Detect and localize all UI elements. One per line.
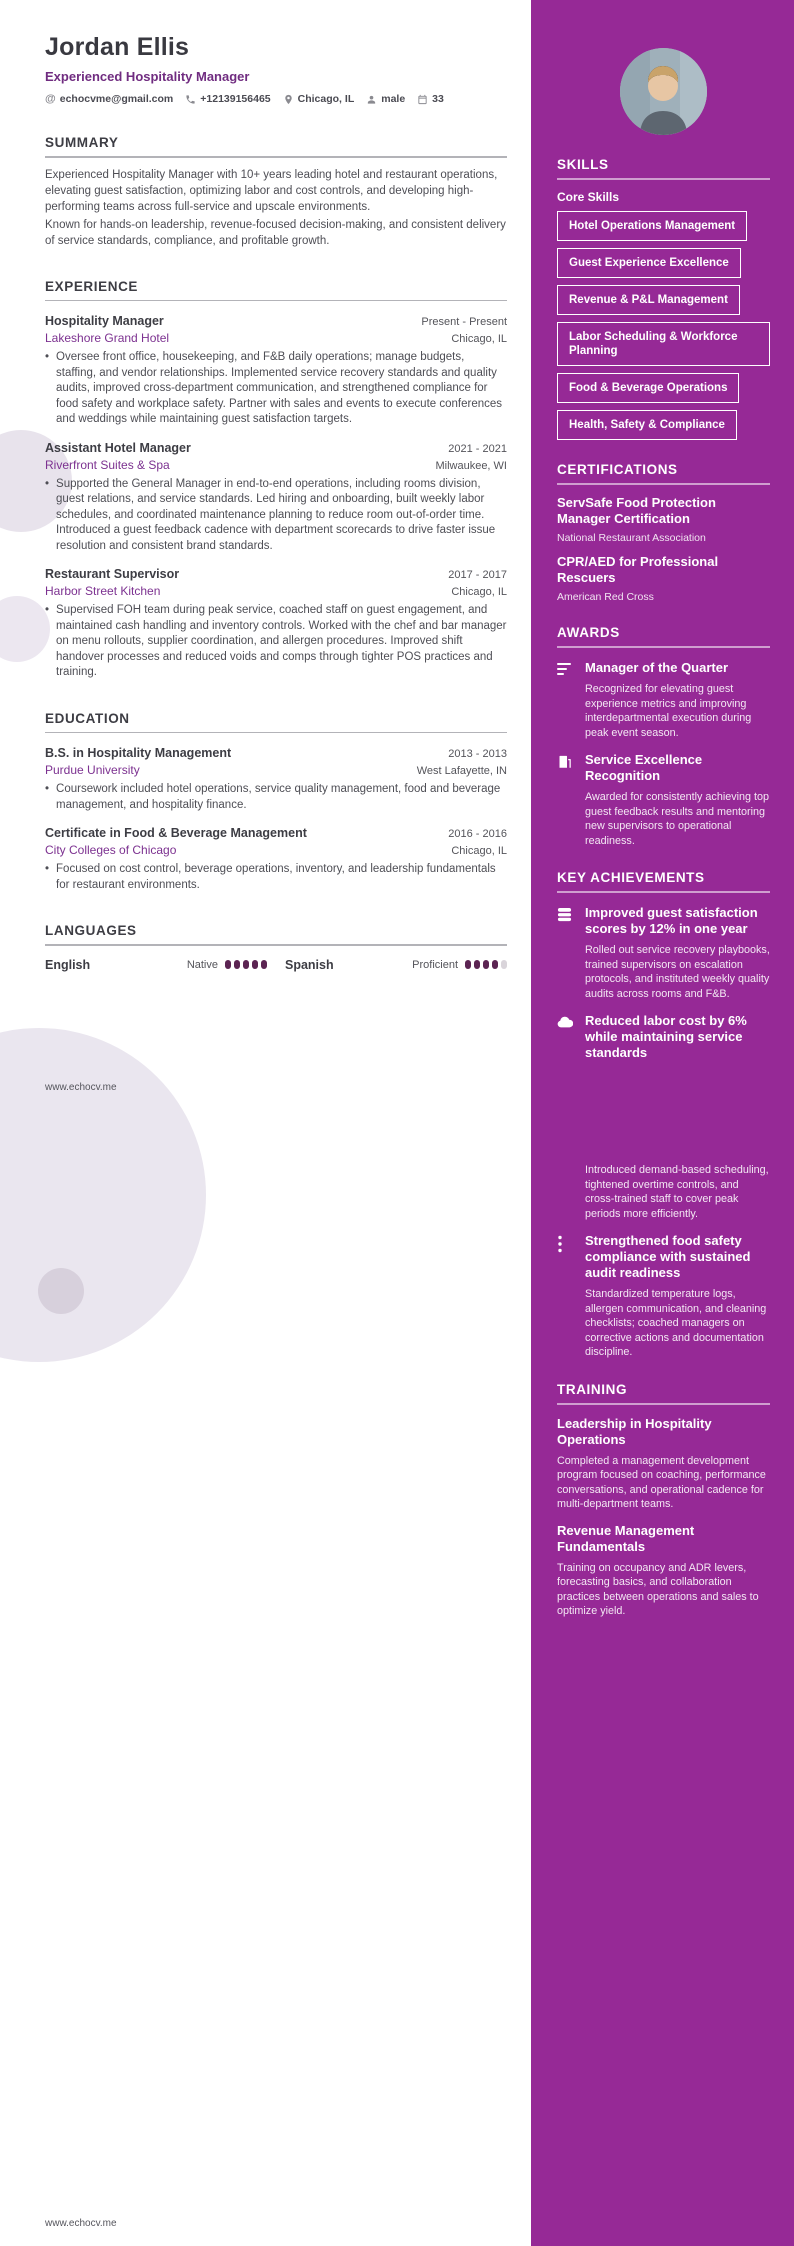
achievement-description: Standardized temperature logs, allergen communication, and cleaning checklists; coached managers on corrective actions and documentation discipline. (585, 1288, 767, 1358)
person-icon (366, 94, 377, 105)
bullet-marker: • (45, 477, 50, 490)
section-divider (557, 891, 770, 893)
decorative-circle (0, 1028, 206, 1362)
certifications-section (557, 462, 770, 603)
skill-tag: Hotel Operations Management (557, 211, 747, 241)
contact-gender: male (366, 93, 405, 105)
certification-title: CPR/AED for Professional Rescuers (557, 554, 719, 585)
achievement-item (557, 1233, 770, 1360)
section-divider (45, 944, 507, 946)
bullet-marker: • (45, 351, 50, 363)
contact-location: Chicago, IL (283, 93, 355, 105)
education-entry (45, 826, 507, 893)
training-description: Completed a management development program focused on coaching, performance conversations, and operational cadence for multi-department teams. (557, 1454, 766, 1510)
dots-icon (557, 1235, 563, 1253)
achievement-title: Reduced labor cost by 6% while maintaining service standards (585, 1013, 747, 1060)
skills-section (557, 157, 770, 440)
summary-section (45, 135, 507, 249)
award-item (557, 660, 770, 740)
award-title: Service Excellence Recognition (585, 752, 703, 783)
summary-paragraph: Experienced Hospitality Manager with 10+ years leading hotel and restaurant operations, elevating guest satisfaction, optimizing labor and cost controls, and developing high-performing teams across full-service and upscale environments. (45, 168, 498, 213)
certification-item (557, 554, 770, 603)
skill-tag: Revenue & P&L Management (557, 285, 740, 315)
certification-item (557, 495, 770, 544)
job-location: Chicago, IL (451, 586, 507, 598)
summary-heading: SUMMARY (45, 135, 119, 150)
awards-heading: AWARDS (557, 625, 620, 640)
job-dates: 2017 - 2017 (448, 569, 507, 581)
training-section (557, 1382, 770, 1619)
job-dates: Present - Present (421, 316, 507, 328)
footer-website-link[interactable]: www.echocv.me (45, 1082, 117, 1093)
section-divider (557, 646, 770, 648)
languages-heading: LANGUAGES (45, 923, 137, 938)
skill-tag: Labor Scheduling & Workforce Planning (557, 322, 770, 366)
training-item (557, 1523, 770, 1619)
job-company: Harbor Street Kitchen (45, 584, 161, 598)
school-location: Chicago, IL (451, 845, 507, 857)
contact-email[interactable]: @ echocvme@gmail.com (45, 93, 174, 105)
sidebar (531, 0, 794, 2246)
skills-heading: SKILLS (557, 157, 609, 172)
footer-website-link[interactable]: www.echocv.me (45, 2218, 117, 2229)
language-level: Native (186, 958, 218, 971)
job-bullet: Oversee front office, housekeeping, and F&B daily operations; manage budgets, staffing, and vendor relationships. Implemented service recovery standards and quality audits, improved cross-department communication, and strengthened compliance for food safety and workplace safety. Partner with sales and events to execute conferences and weddings while maintaining guest satisfaction targets. (56, 351, 503, 425)
training-heading: TRAINING (557, 1381, 628, 1397)
section-divider (557, 178, 770, 180)
job-title: Hospitality Manager (45, 314, 164, 328)
portrait-placeholder (620, 48, 707, 135)
languages-section (45, 923, 507, 972)
bullet-marker: • (45, 863, 50, 875)
training-description: Training on occupancy and ADR levers, forecasting basics, and collaboration practices between operations and sales to optimize yield. (557, 1561, 759, 1617)
language-proficiency-dots (225, 960, 267, 969)
bullet-marker: • (45, 604, 50, 616)
language-name: English (45, 957, 91, 972)
training-item (557, 1416, 770, 1512)
cloud-icon (557, 1016, 573, 1028)
achievement-title: Strengthened food safety compliance with sustained audit readiness (585, 1233, 751, 1280)
candidate-title: Experienced Hospitality Manager (45, 69, 250, 84)
section-divider (45, 156, 507, 158)
language-name: Spanish (285, 957, 334, 972)
education-entry (45, 746, 507, 813)
job-location: Chicago, IL (451, 333, 507, 345)
job-bullet: Supervised FOH team during peak service, coached staff on guest engagement, and maintained cash handling and inventory controls. Worked with the chef and bar manager on menu rollouts, supplier coordination, and allergen procedures. Improved shift handover processes and reduced voids and comps through tighter POS practices and training. (56, 604, 507, 678)
page-break-gap (585, 1061, 770, 1157)
language-proficiency-dots (465, 960, 507, 969)
skill-tag: Health, Safety & Compliance (557, 410, 737, 440)
skill-tag: Guest Experience Excellence (557, 248, 741, 278)
award-title: Manager of the Quarter (585, 660, 729, 675)
job-company: Riverfront Suites & Spa (45, 457, 170, 472)
experience-section (45, 279, 507, 681)
job-location: Milwaukee, WI (435, 459, 507, 472)
at-icon: @ (45, 93, 56, 105)
key-achievements-heading: KEY ACHIEVEMENTS (557, 870, 705, 885)
profile-photo (620, 48, 707, 135)
achievement-item (557, 905, 770, 1001)
achievement-description: Rolled out service recovery playbooks, trained supervisors on escalation protocols, and instituted weekly quality audits across rooms and F&B. (585, 944, 770, 1000)
bullet-marker: • (45, 783, 50, 795)
education-heading: EDUCATION (45, 710, 130, 726)
awards-section (557, 625, 770, 848)
education-dates: 2013 - 2013 (448, 748, 507, 760)
education-section (45, 711, 507, 894)
language-level: Proficient (412, 958, 458, 971)
award-description: Recognized for elevating guest experience metrics and improving interdepartmental execution during peak event season. (585, 683, 752, 739)
education-bullet: Focused on cost control, beverage operations, inventory, and leadership fundamentals for restaurant environments. (56, 863, 496, 891)
certification-org: National Restaurant Association (557, 532, 706, 544)
education-dates: 2016 - 2016 (448, 828, 507, 840)
job-title: Assistant Hotel Manager (45, 440, 191, 455)
experience-heading: EXPERIENCE (45, 278, 139, 294)
key-achievements-section (557, 870, 770, 1360)
job-entry (45, 441, 507, 555)
award-item (557, 752, 770, 848)
location-pin-icon (283, 94, 294, 105)
job-title: Restaurant Supervisor (45, 567, 180, 581)
degree: B.S. in Hospitality Management (45, 746, 232, 760)
training-title: Revenue Management Fundamentals (557, 1522, 695, 1554)
degree: Certificate in Food & Beverage Management (45, 826, 307, 840)
contact-row (45, 93, 507, 105)
candidate-name: Jordan Ellis (45, 33, 190, 61)
calendar-icon (417, 94, 428, 105)
section-divider (557, 483, 770, 485)
achievement-description: Introduced demand-based scheduling, tightened overtime controls, and cross-trained staff to cover peak periods more efficiently. (585, 1164, 769, 1220)
building-icon (557, 754, 572, 769)
certification-title: ServSafe Food Protection Manager Certification (557, 495, 716, 526)
certifications-heading: CERTIFICATIONS (557, 462, 678, 477)
job-dates: 2021 - 2021 (448, 442, 507, 455)
summary-text (45, 167, 507, 249)
school: City Colleges of Chicago (45, 843, 177, 857)
contact-age: 33 (417, 93, 444, 105)
skill-tag: Food & Beverage Operations (557, 373, 739, 403)
stack-icon (557, 907, 572, 922)
training-title: Leadership in Hospitality Operations (557, 1415, 712, 1447)
phone-icon (185, 94, 196, 105)
job-bullet: Supported the General Manager in end-to-end operations, including rooms division, guest relations, and service standards. Led hiring and onboarding, built weekly labor schedules, and coordinated maintenance planning to reduce room out-of-order time. Introduced a guest feedback cadence with department scorecards to drive faster issue resolution and consistent brand standards. (56, 477, 496, 552)
job-entry (45, 314, 507, 428)
certification-org: American Red Cross (557, 591, 654, 603)
section-divider (557, 1403, 770, 1405)
school: Purdue University (45, 763, 140, 777)
contact-phone[interactable]: +12139156465 (185, 93, 270, 105)
achievement-title: Improved guest satisfaction scores by 12% in one year (585, 905, 758, 936)
summary-paragraph: Known for hands-on leadership, revenue-focused decision-making, and consistent delivery of service standards, compliance, and profitable growth. (45, 218, 506, 247)
decorative-circle (38, 1268, 84, 1314)
section-divider (45, 732, 507, 734)
skills-group-label: Core Skills (557, 190, 620, 204)
education-bullet: Coursework included hotel operations, service quality management, food and beverage management, and hospitality finance. (56, 783, 501, 811)
section-divider (45, 300, 507, 302)
language-item (285, 958, 507, 972)
job-entry (45, 567, 507, 681)
achievement-item (557, 1013, 770, 1221)
lines-icon (557, 662, 573, 676)
language-item (45, 958, 267, 972)
award-description: Awarded for consistently achieving top guest feedback results and mentoring new supervisors to operational readiness. (585, 791, 770, 847)
main-column (0, 0, 531, 972)
school-location: West Lafayette, IN (416, 765, 507, 777)
job-company: Lakeshore Grand Hotel (45, 331, 170, 345)
